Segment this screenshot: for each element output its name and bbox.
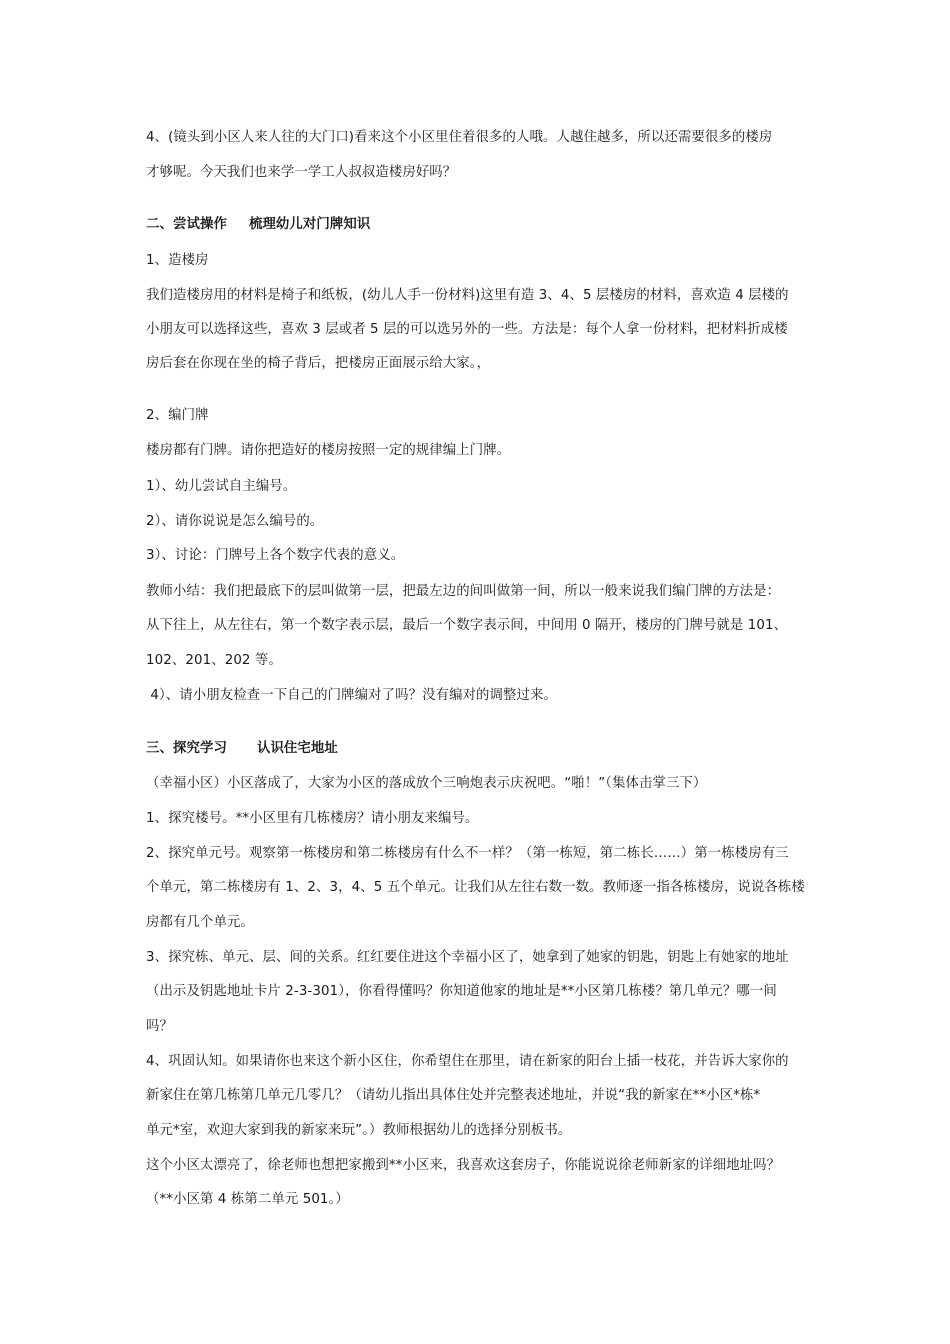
paragraph-line: 这个小区太漂亮了，徐老师也想把家搬到**小区来，我喜欢这套房子，你能说说徐老师新家的详细地址吗？ — [146, 1158, 781, 1173]
item-title: 2、编门牌 — [146, 408, 209, 423]
paragraph-line: 房都有几个单元。 — [146, 915, 254, 930]
paragraph-line: 从下往上，从左往右，第一个数字表示层，最后一个数字表示间，中间用 0 隔开，楼房的门牌号就是 101、 — [146, 618, 788, 633]
section-number-title: 二、尝试操作 — [146, 217, 227, 232]
section-heading — [146, 739, 338, 759]
paragraph-line: 102、201、202 等。 — [146, 653, 282, 668]
paragraph-line: 吗？ — [146, 1019, 173, 1034]
paragraph-line: 4、(镜头到小区人来人往的大门口)看来这个小区里住着很多的人哦。人越住越多，所以还需要很多的楼房 — [146, 130, 773, 145]
paragraph-line: 新家住在第几栋第几单元几零几？（请幼儿指出具体住处并完整表述地址，并说“我的新家在**小区*栋* — [146, 1088, 761, 1103]
paragraph-line: （出示及钥匙地址卡片 2-3-301），你看得懂吗？你知道他家的地址是**小区第几栋楼？第几单元？哪一间 — [146, 984, 777, 999]
list-item: 3）、讨论：门牌号上各个数字代表的意义。 — [146, 548, 405, 563]
section-number-title: 三、探究学习 — [146, 741, 227, 756]
paragraph-line: 楼房都有门牌。请你把造好的楼房按照一定的规律编上门牌。 — [146, 443, 511, 458]
item-title: 1、造楼房 — [146, 253, 209, 268]
paragraph-line: 单元*室，欢迎大家到我的新家来玩”。）教师根据幼儿的选择分别板书。 — [146, 1123, 572, 1138]
paragraph-line: （**小区第 4 栋第二单元 501。） — [146, 1192, 349, 1207]
paragraph-line: 1、探究楼号。**小区里有几栋楼房？请小朋友来编号。 — [146, 811, 479, 826]
paragraph-line: 小朋友可以选择这些，喜欢 3 层或者 5 层的可以选另外的一些。方法是：每个人拿一份材料，把材料折成楼 — [146, 322, 788, 337]
list-item: 1）、幼儿尝试自主编号。 — [146, 479, 297, 494]
section-subtitle: 梳理幼儿对门牌知识 — [248, 217, 371, 232]
paragraph-line: 个单元，第二栋楼房有 1、2、3，4、5 五个单元。让我们从左往右数一数。教师逐一指各栋楼房，说说各栋楼 — [146, 880, 805, 895]
paragraph-line: 3、探究栋、单元、层、间的关系。红红要住进这个幸福小区了，她拿到了她家的钥匙，钥匙上有她家的地址 — [146, 950, 789, 965]
list-item: 2）、请你说说是怎么编号的。 — [146, 514, 324, 529]
section-subtitle: 认识住宅地址 — [256, 741, 338, 756]
paragraph-line: 2、探究单元号。观察第一栋楼房和第二栋楼房有什么不一样？（第一栋短，第二栋长……）第一栋楼房有三 — [146, 846, 789, 861]
paragraph-line: 才够呢。今天我们也来学一学工人叔叔造楼房好吗？ — [146, 165, 457, 180]
paragraph-line: （幸福小区）小区落成了，大家为小区的落成放个三响炮表示庆祝吧。“啪！”（集体击掌三下） — [146, 776, 707, 791]
paragraph-line: 4、巩固认知。如果请你也来这个新小区住，你希望住在那里，请在新家的阳台上插一枝花，并告诉大家你的 — [146, 1054, 789, 1069]
section-heading — [146, 215, 370, 235]
paragraph-line: 我们造楼房用的材料是椅子和纸板，(幼儿人手一份材料)这里有造 3、4、5 层楼房的材料，喜欢造 4 层楼的 — [146, 288, 789, 303]
paragraph-line: 房后套在你现在坐的椅子背后，把楼房正面展示给大家。， — [146, 356, 491, 371]
list-item: 4）、请小朋友检查一下自己的门牌编对了吗？没有编对的调整过来。 — [146, 688, 557, 703]
paragraph-line: 教师小结：我们把最底下的层叫做第一层，把最左边的间叫做第一间，所以一般来说我们编门牌的方法是： — [146, 584, 781, 599]
